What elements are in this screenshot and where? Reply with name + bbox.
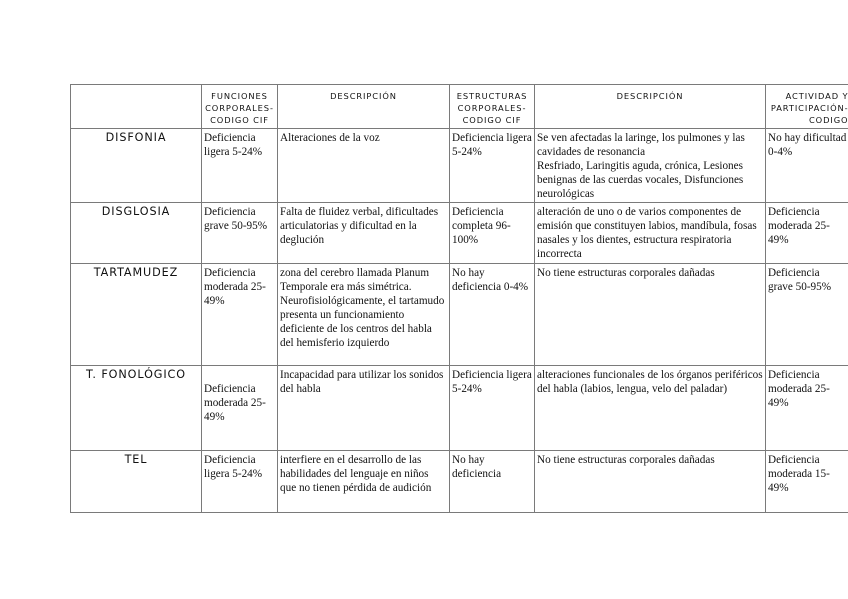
header-empty-cell [71,85,202,129]
cell-actividad: Deficiencia moderada 15-49% [766,451,848,513]
cell-descripcion-1: Incapacidad para utilizar los sonidos del habla [278,366,450,451]
table-header-row [71,85,848,129]
cell-descripcion-2: No tiene estructuras corporales dañadas [535,451,766,513]
cell-descripcion-2-line-2: Resfriado, Laringitis aguda, crónica, Lesiones benignas de las cuerdas vocales, Disfunciones neurológicas [537,160,744,200]
cell-actividad: No hay dificultad 0-4% [766,129,848,203]
cell-actividad: Deficiencia moderada 25-49% [766,366,848,451]
cell-funciones: Deficiencia moderada 25-49% [202,264,278,366]
table-row [71,366,848,451]
cell-descripcion-1: Alteraciones de la voz [278,129,450,203]
header-estructuras-corporales: ESTRUCTURAS CORPORALES-CODIGO CIF [450,85,535,129]
cell-estructuras: No hay deficiencia [450,451,535,513]
header-descripcion-2: DESCRIPCIÓN [535,85,766,129]
cell-descripcion-1: zona del cerebro llamada Planum Temporale era más simétrica. Neurofisiológicamente, el tartamudo presenta un funcionamiento deficiente de los centros del habla del hemisferio izquierdo [278,264,450,366]
cell-funciones-text: Deficiencia moderada 25-49% [204,383,266,423]
cell-funciones [202,366,278,451]
cell-estructuras: Deficiencia ligera 5-24% [450,129,535,203]
row-label-t-fonologico: T. FONOLÓGICO [71,366,202,451]
cell-spacer [204,368,275,382]
cell-estructuras: Deficiencia completa 96-100% [450,203,535,264]
cell-descripcion-2: alteración de uno o de varios componentes de emisión que constituyen labios, mandíbula, fosas nasales y los dientes, estructura respiratoria incorrecta [535,203,766,264]
cell-descripcion-1: Falta de fluidez verbal, dificultades articulatorias y dificultad en la deglución [278,203,450,264]
cell-descripcion-1: interfiere en el desarrollo de las habilidades del lenguaje en niños que no tienen pérdida de audición [278,451,450,513]
cell-funciones: Deficiencia grave 50-95% [202,203,278,264]
cell-descripcion-2: alteraciones funcionales de los órganos periféricos del habla (labios, lengua, velo del paladar) [535,366,766,451]
cell-descripcion-2-line-1: Se ven afectadas la laringe, los pulmones y las cavidades de resonancia [537,132,745,158]
cell-actividad: Deficiencia grave 50-95% [766,264,848,366]
cell-funciones: Deficiencia ligera 5-24% [202,451,278,513]
table-row [71,451,848,513]
header-funciones-corporales: FUNCIONES CORPORALES-CODIGO CIF [202,85,278,129]
cell-estructuras: Deficiencia ligera 5-24% [450,366,535,451]
cif-classification-table [70,84,848,513]
row-label-tel: TEL [71,451,202,513]
row-label-tartamudez: TARTAMUDEZ [71,264,202,366]
table-row [71,129,848,203]
cell-actividad: Deficiencia moderada 25-49% [766,203,848,264]
header-descripcion-1: DESCRIPCIÓN [278,85,450,129]
header-actividad-participacion: ACTIVIDAD Y PARTICIPACIÓN-CODIGO [766,85,848,129]
cell-estructuras: No hay deficiencia 0-4% [450,264,535,366]
cell-descripcion-2 [535,129,766,203]
row-label-disfonia: DISFONIA [71,129,202,203]
table-row [71,264,848,366]
cell-funciones: Deficiencia ligera 5-24% [202,129,278,203]
cell-descripcion-2: No tiene estructuras corporales dañadas [535,264,766,366]
row-label-disglosia: DISGLOSIA [71,203,202,264]
table-row [71,203,848,264]
